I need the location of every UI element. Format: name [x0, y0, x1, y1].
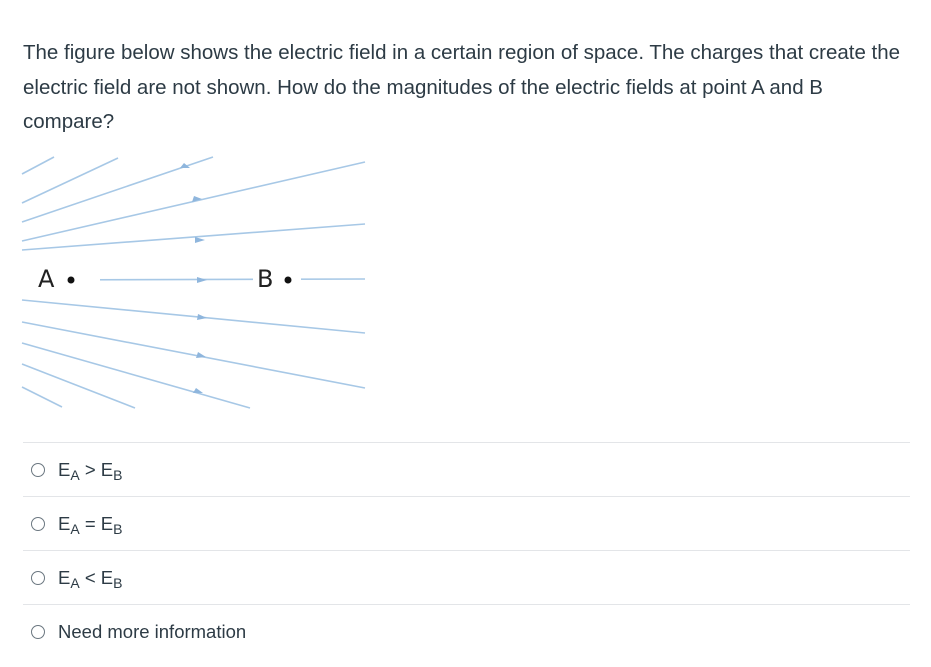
field-line — [22, 300, 365, 333]
field-arrow — [195, 237, 205, 243]
radio-button[interactable] — [31, 517, 45, 531]
answer-label: Need more information — [58, 620, 247, 642]
field-line — [22, 158, 118, 203]
point-a-label: A — [38, 265, 55, 293]
answer-label: $E_A > E_B$ — [58, 458, 123, 483]
field-arrow — [193, 388, 203, 393]
radio-button[interactable] — [31, 571, 45, 585]
answer-option-ea-greater-eb[interactable] — [23, 442, 910, 496]
answer-option-ea-less-eb[interactable] — [23, 550, 910, 604]
answer-option-ea-equals-eb[interactable] — [23, 496, 910, 550]
electric-field-figure — [20, 150, 370, 415]
radio-button[interactable] — [31, 625, 45, 639]
field-line — [22, 387, 62, 407]
field-line — [22, 224, 365, 250]
field-arrow — [196, 352, 206, 358]
electric-field-diagram — [20, 150, 370, 415]
field-line — [22, 157, 54, 174]
field-line — [22, 322, 365, 388]
point-a-dot — [68, 277, 75, 284]
radio-button[interactable] — [31, 463, 45, 477]
answer-label: $E_A < E_B$ — [58, 566, 123, 591]
field-arrow — [197, 277, 207, 283]
answer-list — [23, 442, 910, 658]
question-text: The figure below shows the electric field in a certain region of space. The charges that create the electric field are not shown. How do the magnitudes of the electric fields at point A and B compare? — [23, 41, 901, 133]
point-b-dot — [285, 277, 292, 284]
point-b-label: B — [257, 265, 274, 293]
answer-option-need-more-info[interactable] — [23, 604, 910, 658]
field-line — [22, 343, 250, 408]
answer-label: $E_A = E_B$ — [58, 512, 123, 537]
